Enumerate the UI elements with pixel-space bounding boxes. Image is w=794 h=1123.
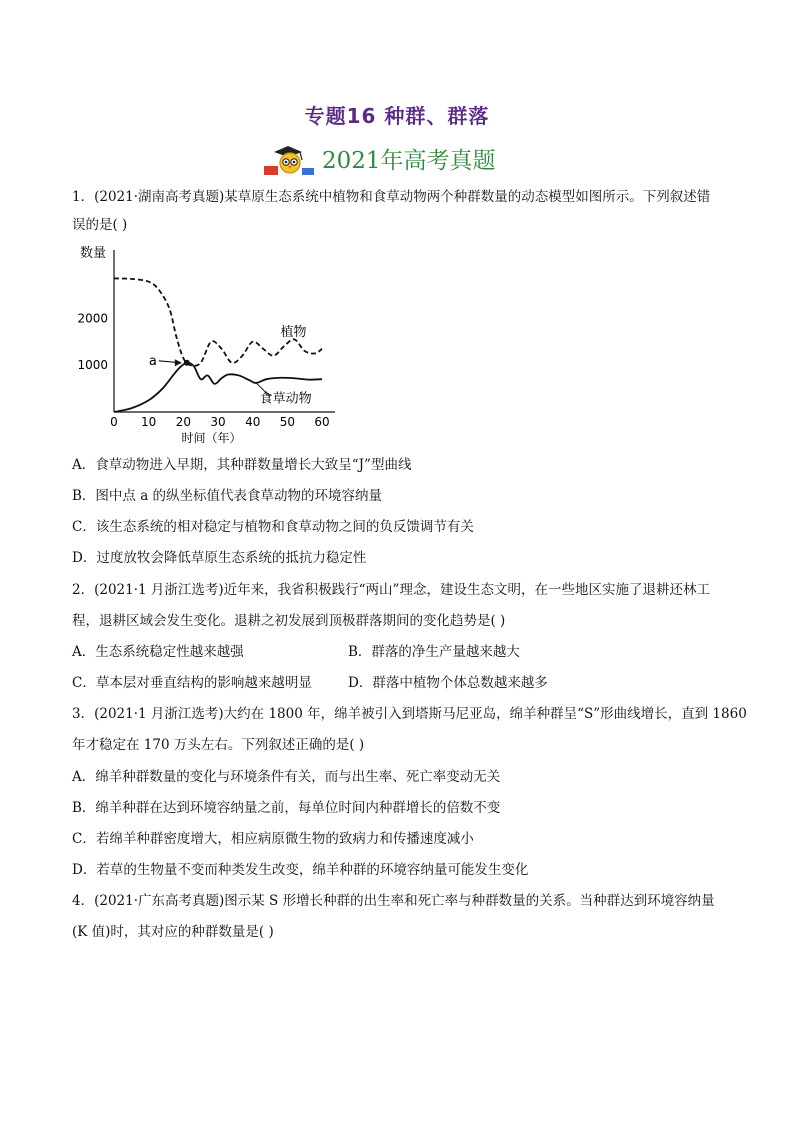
- x-tick-label: 40: [245, 415, 261, 429]
- q3-option-a: A．绵羊种群数量的变化与环境条件有关，而与出生率、死亡率变动无关: [72, 769, 501, 785]
- y-tick-label: 1000: [77, 358, 108, 373]
- q1-option-a: A．食草动物进入早期，其种群数量增长大致呈“J”型曲线: [72, 457, 412, 473]
- x-tick-label: 60: [314, 415, 330, 429]
- page-title: 专题16 种群、群落: [304, 104, 490, 128]
- page-subtitle: 2021年高考真题: [322, 148, 496, 174]
- q2-option-c: C．草本层对垂直结构的影响越来越明显: [72, 675, 312, 691]
- x-tick-label: 30: [210, 415, 226, 429]
- herbivore-series-label: 食草动物: [259, 391, 312, 407]
- q2-option-d: D．群落中植物个体总数越来越多: [348, 675, 548, 691]
- y-tick-label: 2000: [77, 311, 108, 326]
- x-axis-label: 时间（年）: [181, 431, 242, 445]
- q4-stem-line2: (K 值)时，其对应的种群数量是( ): [72, 924, 274, 940]
- q4-stem-line1: 4．(2021·广东高考真题)图示某 S 形增长种群的出生率和死亡率与种群数量的关系。当种群达到环境容纳量: [72, 893, 715, 909]
- plant-series-label: 植物: [280, 325, 307, 341]
- q1-stem-line1: 1．(2021·湖南高考真题)某草原生态系统中植物和食草动物两个种群数量的动态模型如图所示。下列叙述错: [72, 189, 711, 205]
- scholar-owl-icon: [262, 138, 318, 178]
- point-a-marker: [184, 360, 190, 366]
- x-tick-label: 50: [279, 415, 296, 429]
- q3-stem-line2: 年才稳定在 170 万头左右。下列叙述正确的是( ): [72, 737, 365, 753]
- point-a-label: a: [148, 353, 157, 369]
- q3-stem-line1: 3．(2021·1 月浙江选考)大约在 1800 年，绵羊被引入到塔斯马尼亚岛，绵羊种群呈“S”形曲线增长，直到 1860: [72, 706, 747, 722]
- q2-option-a: A．生态系统稳定性越来越强: [72, 644, 244, 660]
- q2-stem-line2: 程，退耕区域会发生变化。退耕之初发展到顶极群落期间的变化趋势是( ): [72, 613, 506, 629]
- plant-series-line: [114, 278, 322, 365]
- subtitle-banner: [262, 138, 532, 178]
- population-dynamics-chart: [72, 240, 362, 445]
- q3-option-b: B．绵羊种群在达到环境容纳量之前，每单位时间内种群增长的倍数不变: [72, 800, 501, 816]
- point-a-arrow-head: [175, 359, 182, 366]
- q1-option-b: B．图中点 a 的纵坐标值代表食草动物的环境容纳量: [72, 488, 383, 504]
- q1-option-d: D．过度放牧会降低草原生态系统的抵抗力稳定性: [72, 550, 367, 566]
- y-axis-label: 数量: [80, 246, 107, 261]
- x-tick-label: 10: [141, 415, 157, 429]
- q3-option-d: D．若草的生物量不变而种类发生改变，绵羊种群的环境容纳量可能发生变化: [72, 862, 529, 878]
- x-tick-label: 20: [175, 415, 191, 429]
- x-tick-label: 0: [110, 415, 118, 429]
- q3-option-c: C．若绵羊种群密度增大，相应病原微生物的致病力和传播速度减小: [72, 831, 474, 847]
- q2-option-b: B．群落的净生产量越来越大: [348, 644, 520, 660]
- q1-stem-line2: 误的是( ): [72, 217, 128, 233]
- q2-stem-line1: 2．(2021·1 月浙江选考)近年来，我省积极践行“两山”理念，建设生态文明，在一些地区实施了退耕还林工: [72, 582, 710, 598]
- q1-option-c: C．该生态系统的相对稳定与植物和食草动物之间的负反馈调节有关: [72, 519, 474, 535]
